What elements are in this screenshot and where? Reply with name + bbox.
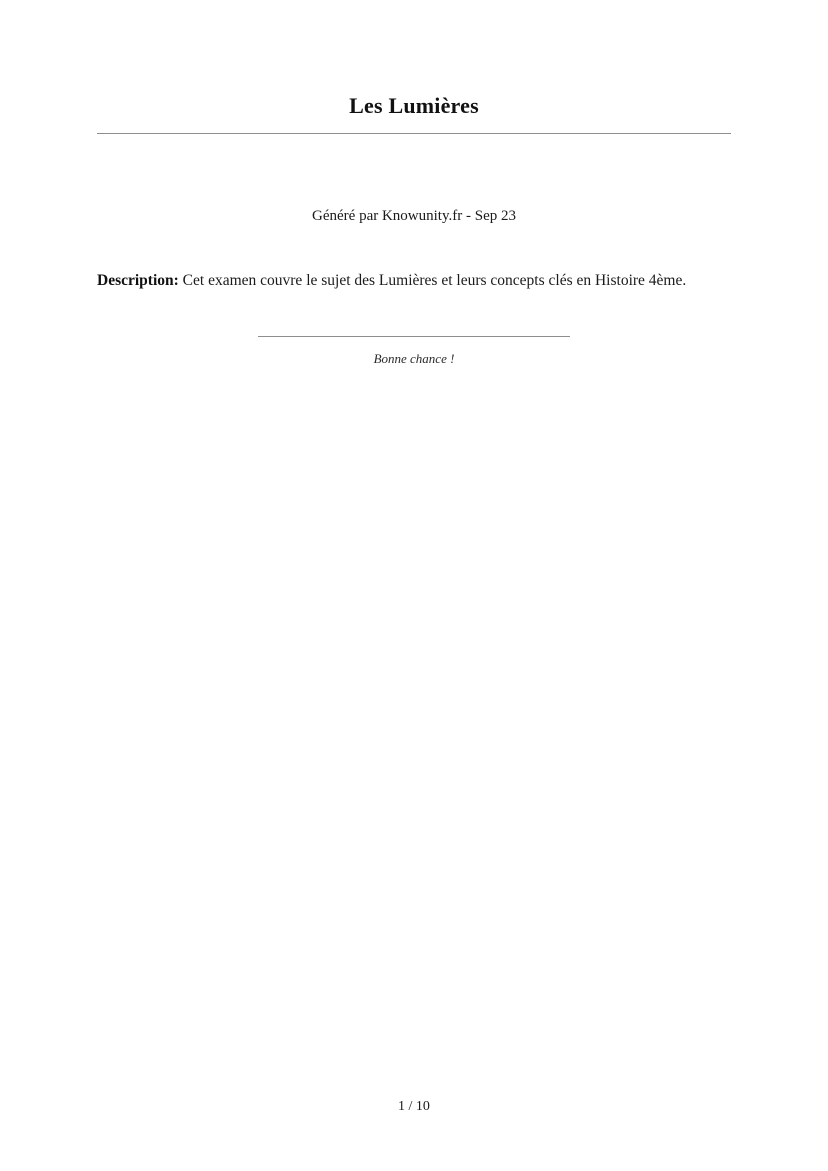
document-title: Les Lumières bbox=[349, 93, 479, 118]
description-line bbox=[97, 226, 731, 291]
page-number: 1 / 10 bbox=[398, 1099, 430, 1114]
description-text: Cet examen couvre le sujet des Lumières et leurs concepts clés en Histoire 4ème. bbox=[178, 272, 687, 289]
description-label: Description: bbox=[97, 272, 179, 289]
good-luck-note: Bonne chance ! bbox=[373, 351, 455, 366]
generated-by-line: Généré par Knowunity.fr - Sep 23 bbox=[312, 208, 516, 224]
